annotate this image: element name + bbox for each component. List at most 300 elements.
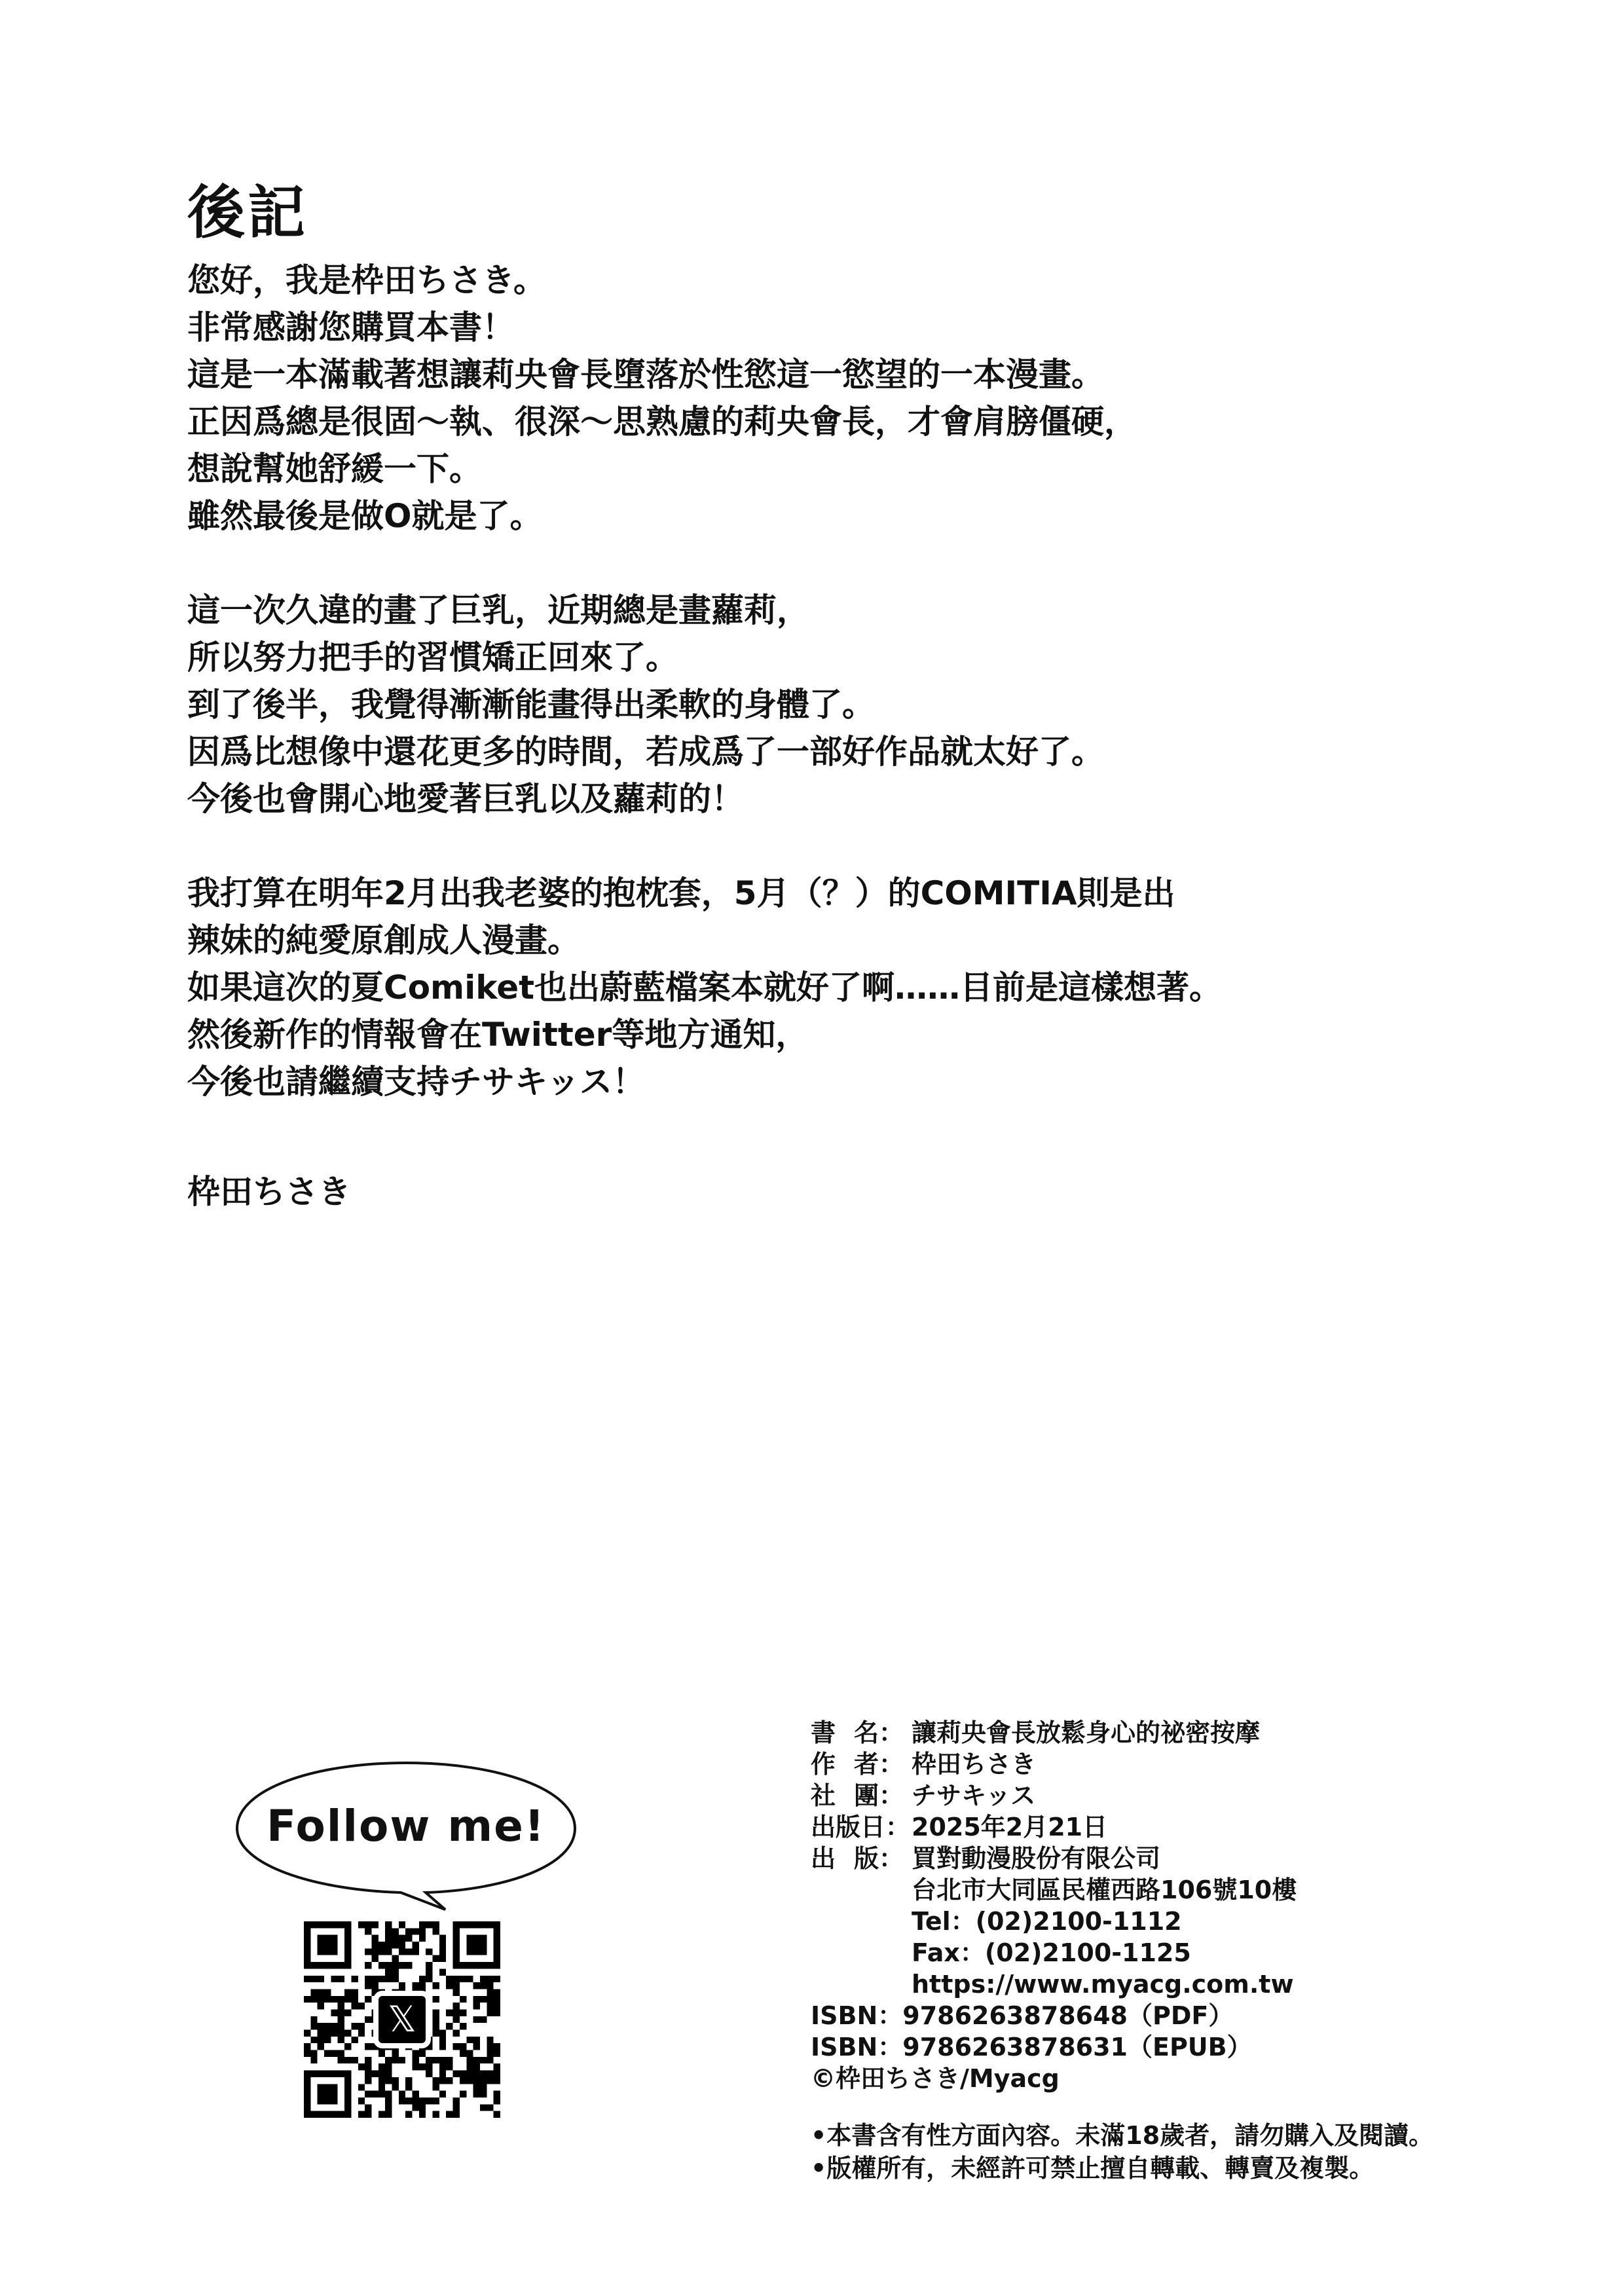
qr-module — [460, 1976, 466, 1982]
colophon-label: 書 名： — [811, 1718, 904, 1747]
qr-module — [392, 1935, 398, 1942]
qr-module — [446, 2063, 452, 2070]
legal-note: •版權所有，未經許可禁止擅自轉載、轉賣及複製。 — [811, 2154, 1375, 2183]
colophon-row-tel — [811, 1906, 1297, 1937]
qr-module — [419, 1982, 426, 1989]
qr-module — [358, 2030, 365, 2037]
legal-note: •本書含有性方面內容。未滿18歲者，請勿購入及閱讀。 — [811, 2121, 1434, 2150]
qr-module — [480, 2071, 487, 2077]
colophon-label: 社 團： — [811, 1781, 904, 1810]
qr-module — [494, 1921, 500, 1928]
qr-module — [385, 2071, 392, 2077]
qr-module — [446, 2009, 452, 2016]
qr-module — [494, 2111, 500, 2118]
qr-module — [433, 2111, 439, 2118]
qr-module — [494, 2050, 500, 2057]
qr-module — [344, 2091, 351, 2098]
qr-module — [378, 1948, 385, 1955]
qr-module — [419, 2111, 426, 2118]
qr-module — [473, 1921, 480, 1928]
qr-module — [392, 1962, 398, 1969]
qr-module — [318, 1976, 324, 1982]
qr-module — [439, 1955, 446, 1962]
qr-module — [338, 1921, 344, 1928]
qr-module — [385, 1935, 392, 1942]
qr-module — [446, 2057, 452, 2063]
qr-module — [304, 1928, 310, 1934]
qr-module — [318, 2003, 324, 2009]
qr-module — [365, 2063, 371, 2070]
qr-module — [304, 2043, 310, 2050]
qr-module — [338, 2111, 344, 2118]
qr-module — [439, 2077, 446, 2084]
publisher-url[interactable]: https://www.myacg.com.tw — [912, 1970, 1294, 1999]
qr-module — [413, 2098, 419, 2104]
qr-module — [466, 2057, 473, 2063]
qr-module — [318, 1962, 324, 1969]
qr-module — [453, 1935, 460, 1942]
publisher-fax: Fax：(02)2100-1125 — [912, 1938, 1191, 1967]
qr-module — [310, 2057, 317, 2063]
author-name: 枠田ちさき — [912, 1750, 1037, 1779]
qr-module — [446, 2023, 452, 2029]
qr-module — [433, 2030, 439, 2037]
qr-module — [433, 1921, 439, 1928]
isbn-epub: ISBN：9786263878631（EPUB） — [811, 2033, 1252, 2061]
qr-module — [466, 2037, 473, 2043]
qr-module — [426, 1921, 432, 1928]
qr-module — [351, 1989, 358, 1995]
qr-module — [494, 1996, 500, 2003]
qr-module — [338, 2030, 344, 2037]
text-line: 所以努力把手的習慣矯正回來了。 — [187, 638, 678, 676]
qr-module — [338, 2016, 344, 2023]
qr-module — [310, 1921, 317, 1928]
qr-module — [487, 2009, 493, 2016]
text-line: 然後新作的情報會在Twitter等地方通知， — [187, 1016, 809, 1054]
qr-module — [331, 1942, 337, 1948]
qr-module — [344, 2071, 351, 2077]
text-line: 您好，我是枠田ちさき。 — [187, 261, 546, 299]
qr-module — [385, 2077, 392, 2084]
qr-module — [460, 1962, 466, 1969]
qr-module — [405, 1928, 412, 1934]
qr-module — [344, 1962, 351, 1969]
qr-module — [399, 1982, 405, 1989]
qr-module — [331, 2111, 337, 2118]
qr-module — [399, 1935, 405, 1942]
qr-module — [371, 1948, 378, 1955]
qr-module — [433, 2023, 439, 2029]
qr-module — [324, 2111, 331, 2118]
qr-module — [304, 2077, 310, 2084]
qr-module — [433, 2016, 439, 2023]
qr-module — [304, 1935, 310, 1942]
qr-module — [304, 1942, 310, 1948]
qr-module — [365, 1976, 371, 1982]
qr-module — [413, 1948, 419, 1955]
qr-module — [494, 2077, 500, 2084]
text-line: 雖然最後是做O就是了。 — [187, 497, 543, 535]
qr-module — [310, 1962, 317, 1969]
qr-module — [310, 1989, 317, 1995]
qr-module — [344, 1996, 351, 2003]
qr-module — [331, 2030, 337, 2037]
qr-module — [331, 2009, 337, 2016]
qr-module — [344, 2030, 351, 2037]
qr-module — [331, 1996, 337, 2003]
qr-module — [318, 1921, 324, 1928]
qr-module — [453, 2003, 460, 2009]
qr-module — [385, 1969, 392, 1975]
text-line: 因爲比想像中還花更多的時間，若成爲了一部好作品就太好了。 — [187, 733, 1104, 771]
text-line: 今後也請繼續支持チサキッス！ — [187, 1063, 645, 1101]
qr-module — [487, 2071, 493, 2077]
qr-module — [453, 2071, 460, 2077]
qr-module — [473, 2084, 480, 2090]
qr-module — [399, 1948, 405, 1955]
qr-module — [426, 2057, 432, 2063]
qr-module — [439, 2091, 446, 2098]
qr-module — [413, 1928, 419, 1934]
qr-module — [365, 1921, 371, 1928]
qr-module — [466, 1935, 473, 1942]
qr-module — [338, 1976, 344, 1982]
qr-module — [385, 2057, 392, 2063]
qr-module — [405, 1962, 412, 1969]
qr-module — [480, 1921, 487, 1928]
qr-module — [365, 2016, 371, 2023]
qr-module — [351, 2003, 358, 2009]
qr-module — [310, 2071, 317, 2077]
qr-module — [392, 2084, 398, 2090]
qr-module — [338, 1996, 344, 2003]
qr-module — [365, 1982, 371, 1989]
qr-module — [344, 2084, 351, 2090]
colophon — [811, 1717, 1297, 2094]
qr-module — [460, 2071, 466, 2077]
qr-module — [324, 2084, 331, 2090]
qr-module — [413, 2057, 419, 2063]
qr-module — [344, 1955, 351, 1962]
qr-module — [318, 1948, 324, 1955]
qr-module — [324, 2023, 331, 2029]
qr-module — [480, 1948, 487, 1955]
qr-module — [419, 2104, 426, 2111]
qr-module — [466, 2050, 473, 2057]
qr-module — [433, 2084, 439, 2090]
qr-module — [351, 2057, 358, 2063]
qr-module — [318, 2098, 324, 2104]
colophon-label: 出版日： — [811, 1813, 911, 1841]
qr-module — [494, 1962, 500, 1969]
qr-module — [324, 2050, 331, 2057]
qr-module — [331, 1921, 337, 1928]
qr-module — [426, 2071, 432, 2077]
qr-module — [480, 1962, 487, 1969]
qr-module — [413, 2050, 419, 2057]
qr-module — [331, 1948, 337, 1955]
qr-module — [487, 1962, 493, 1969]
qr-module — [453, 1976, 460, 1982]
qr-module — [331, 2084, 337, 2090]
qr-module — [324, 1989, 331, 1995]
qr-module — [385, 1962, 392, 1969]
qr-module — [453, 2016, 460, 2023]
qr-module — [318, 1942, 324, 1948]
qr-module — [453, 2043, 460, 2050]
qr-module — [453, 1989, 460, 1995]
qr-module — [419, 1976, 426, 1982]
colophon-row-address — [811, 1874, 1297, 1906]
qr-module — [487, 2003, 493, 2009]
qr-module — [487, 1976, 493, 1982]
qr-module — [460, 2077, 466, 2084]
qr-module — [439, 2063, 446, 2070]
qr-module — [494, 2009, 500, 2016]
qr-module — [365, 2111, 371, 2118]
qr-module — [453, 2098, 460, 2104]
colophon-row-author — [811, 1748, 1297, 1780]
qr-module — [358, 2063, 365, 2070]
colophon-row-fax — [811, 1937, 1297, 1969]
qr-module — [494, 1955, 500, 1962]
qr-module — [494, 2043, 500, 2050]
qr-module — [378, 2077, 385, 2084]
qr-module — [310, 2016, 317, 2023]
qr-module — [318, 2043, 324, 2050]
qr-module — [365, 1948, 371, 1955]
qr-module — [439, 2043, 446, 2050]
publisher-address: 台北市大同區民權西路106號10樓 — [912, 1876, 1297, 1904]
qr-module — [310, 1976, 317, 1982]
qr-module — [419, 2098, 426, 2104]
qr-module — [344, 1928, 351, 1934]
page-title: 後記 — [187, 179, 308, 246]
qr-module — [304, 1962, 310, 1969]
qr-module — [324, 1996, 331, 2003]
qr-module — [433, 1955, 439, 1962]
follow-me-text: Follow me! — [267, 1801, 545, 1851]
qr-module — [419, 1921, 426, 1928]
qr-module — [324, 1921, 331, 1928]
qr-module — [473, 2077, 480, 2084]
text-line: 如果這次的夏Comiket也出蔚藍檔案本就好了啊……目前是這樣想著。 — [187, 969, 1223, 1007]
qr-module — [494, 2098, 500, 2104]
text-line: 辣妹的純愛原創成人漫畫。 — [187, 921, 580, 959]
signature: 枠田ちさき — [187, 1173, 351, 1211]
qr-module — [494, 2091, 500, 2098]
qr-module — [304, 2091, 310, 2098]
qr-module — [304, 1921, 310, 1928]
qr-module — [426, 1976, 432, 1982]
qr-module — [385, 1948, 392, 1955]
text-line: 正因爲總是很固～執、很深～思熟慮的莉央會長，才會肩膀僵硬， — [187, 403, 1137, 441]
qr-module — [324, 1942, 331, 1948]
qr-module — [453, 2030, 460, 2037]
qr-module — [385, 2111, 392, 2118]
qr-module — [460, 2091, 466, 2098]
colophon-row-publisher — [811, 1843, 1297, 1874]
qr-module — [371, 1976, 378, 1982]
qr-module — [487, 1982, 493, 1989]
isbn-pdf: ISBN：9786263878648（PDF） — [811, 2001, 1234, 2030]
qr-module — [365, 2104, 371, 2111]
afterword-paragraph — [187, 587, 1431, 823]
qr-module — [480, 1935, 487, 1942]
qr-module — [324, 2071, 331, 2077]
qr-module — [473, 1935, 480, 1942]
qr-module — [338, 2050, 344, 2057]
qr-module — [453, 1982, 460, 1989]
qr-module — [466, 1962, 473, 1969]
qr-module — [324, 2030, 331, 2037]
qr-module — [338, 2009, 344, 2016]
text-line: 非常感謝您購買本書！ — [187, 308, 515, 346]
afterword-paragraph — [187, 257, 1431, 540]
qr-module — [487, 2043, 493, 2050]
qr-module — [378, 1962, 385, 1969]
qr-module — [378, 2091, 385, 2098]
qr-module — [487, 2077, 493, 2084]
qr-module — [433, 2057, 439, 2063]
qr-module — [304, 1948, 310, 1955]
qr-module — [392, 1976, 398, 1982]
qr-module — [310, 2037, 317, 2043]
qr-module — [487, 2104, 493, 2111]
qr-code[interactable] — [304, 1921, 500, 2118]
qr-module — [318, 2037, 324, 2043]
qr-module — [365, 1962, 371, 1969]
text-line: 我打算在明年2月出我老婆的抱枕套，5月（？）的COMITIA則是出 — [187, 874, 1175, 912]
text-line: 這一次久違的畫了巨乳，近期總是畫蘿莉， — [187, 591, 809, 629]
qr-module — [304, 2050, 310, 2057]
qr-module — [331, 1935, 337, 1942]
qr-module — [318, 1996, 324, 2003]
qr-module — [344, 1935, 351, 1942]
qr-module — [494, 1942, 500, 1948]
qr-module — [338, 2057, 344, 2063]
circle-name: チサキッス — [912, 1781, 1036, 1810]
qr-module — [473, 2091, 480, 2098]
qr-module — [405, 1935, 412, 1942]
qr-module — [318, 2071, 324, 2077]
qr-module — [351, 1996, 358, 2003]
qr-module — [446, 2077, 452, 2084]
qr-module — [426, 1948, 432, 1955]
qr-module — [344, 2104, 351, 2111]
qr-module — [433, 1982, 439, 1989]
qr-module — [304, 1996, 310, 2003]
qr-module — [365, 1996, 371, 2003]
qr-module — [473, 1996, 480, 2003]
qr-module — [304, 2084, 310, 2090]
qr-module — [331, 2098, 337, 2104]
qr-module — [392, 1942, 398, 1948]
qr-module — [466, 1921, 473, 1928]
qr-module — [365, 2091, 371, 2098]
qr-module — [466, 2077, 473, 2084]
qr-module — [439, 2037, 446, 2043]
qr-module — [365, 2077, 371, 2084]
qr-module — [405, 2084, 412, 2090]
copyright: ©枠田ちさき/Myacg — [811, 2064, 1060, 2093]
qr-module — [304, 2098, 310, 2104]
qr-module — [494, 1989, 500, 1995]
qr-module — [385, 2063, 392, 2070]
qr-module — [439, 2030, 446, 2037]
colophon-label: 作 者： — [811, 1750, 904, 1779]
qr-module — [426, 2098, 432, 2104]
qr-module — [439, 1942, 446, 1948]
qr-module — [433, 2098, 439, 2104]
text-line: 這是一本滿載著想讓莉央會長墮落於性慾這一慾望的一本漫畫。 — [187, 356, 1104, 394]
qr-module — [480, 1976, 487, 1982]
qr-module — [378, 1942, 385, 1948]
qr-module — [473, 2003, 480, 2009]
qr-module — [439, 2071, 446, 2077]
qr-module — [399, 2098, 405, 2104]
qr-module — [304, 1955, 310, 1962]
qr-module — [318, 1989, 324, 1995]
qr-module — [371, 1935, 378, 1942]
qr-module — [466, 1948, 473, 1955]
qr-module — [351, 2023, 358, 2029]
qr-module — [371, 1921, 378, 1928]
qr-module — [338, 1962, 344, 1969]
qr-module — [358, 2003, 365, 2009]
qr-module — [494, 2071, 500, 2077]
qr-module — [344, 1921, 351, 1928]
colophon-row-url — [811, 1969, 1297, 2000]
qr-module — [460, 1921, 466, 1928]
qr-module — [385, 2104, 392, 2111]
qr-module — [318, 2023, 324, 2029]
qr-module — [324, 2098, 331, 2104]
qr-module — [344, 1948, 351, 1955]
qr-module — [371, 1942, 378, 1948]
qr-module — [324, 1948, 331, 1955]
qr-module — [365, 2071, 371, 2077]
colophon-row-date — [811, 1811, 1297, 1843]
qr-module — [304, 2104, 310, 2111]
afterword-body — [187, 257, 1431, 1153]
qr-module — [392, 1955, 398, 1962]
qr-module — [371, 1982, 378, 1989]
qr-module — [413, 2104, 419, 2111]
colophon-row-circle — [811, 1780, 1297, 1811]
qr-module — [453, 2111, 460, 2118]
qr-module — [494, 1976, 500, 1982]
qr-module — [439, 1935, 446, 1942]
qr-module — [405, 1948, 412, 1955]
qr-module — [385, 1942, 392, 1948]
qr-module — [405, 2111, 412, 2118]
qr-module — [405, 2098, 412, 2104]
qr-module — [453, 1948, 460, 1955]
qr-module — [413, 2091, 419, 2098]
qr-module — [473, 2043, 480, 2050]
qr-module — [338, 2037, 344, 2043]
qr-module — [324, 2091, 331, 2098]
qr-module — [453, 2009, 460, 2016]
qr-module — [331, 1962, 337, 1969]
qr-module — [351, 1976, 358, 1982]
qr-module — [487, 2037, 493, 2043]
qr-module — [460, 2043, 466, 2050]
qr-module — [399, 1962, 405, 1969]
qr-module — [344, 2009, 351, 2016]
